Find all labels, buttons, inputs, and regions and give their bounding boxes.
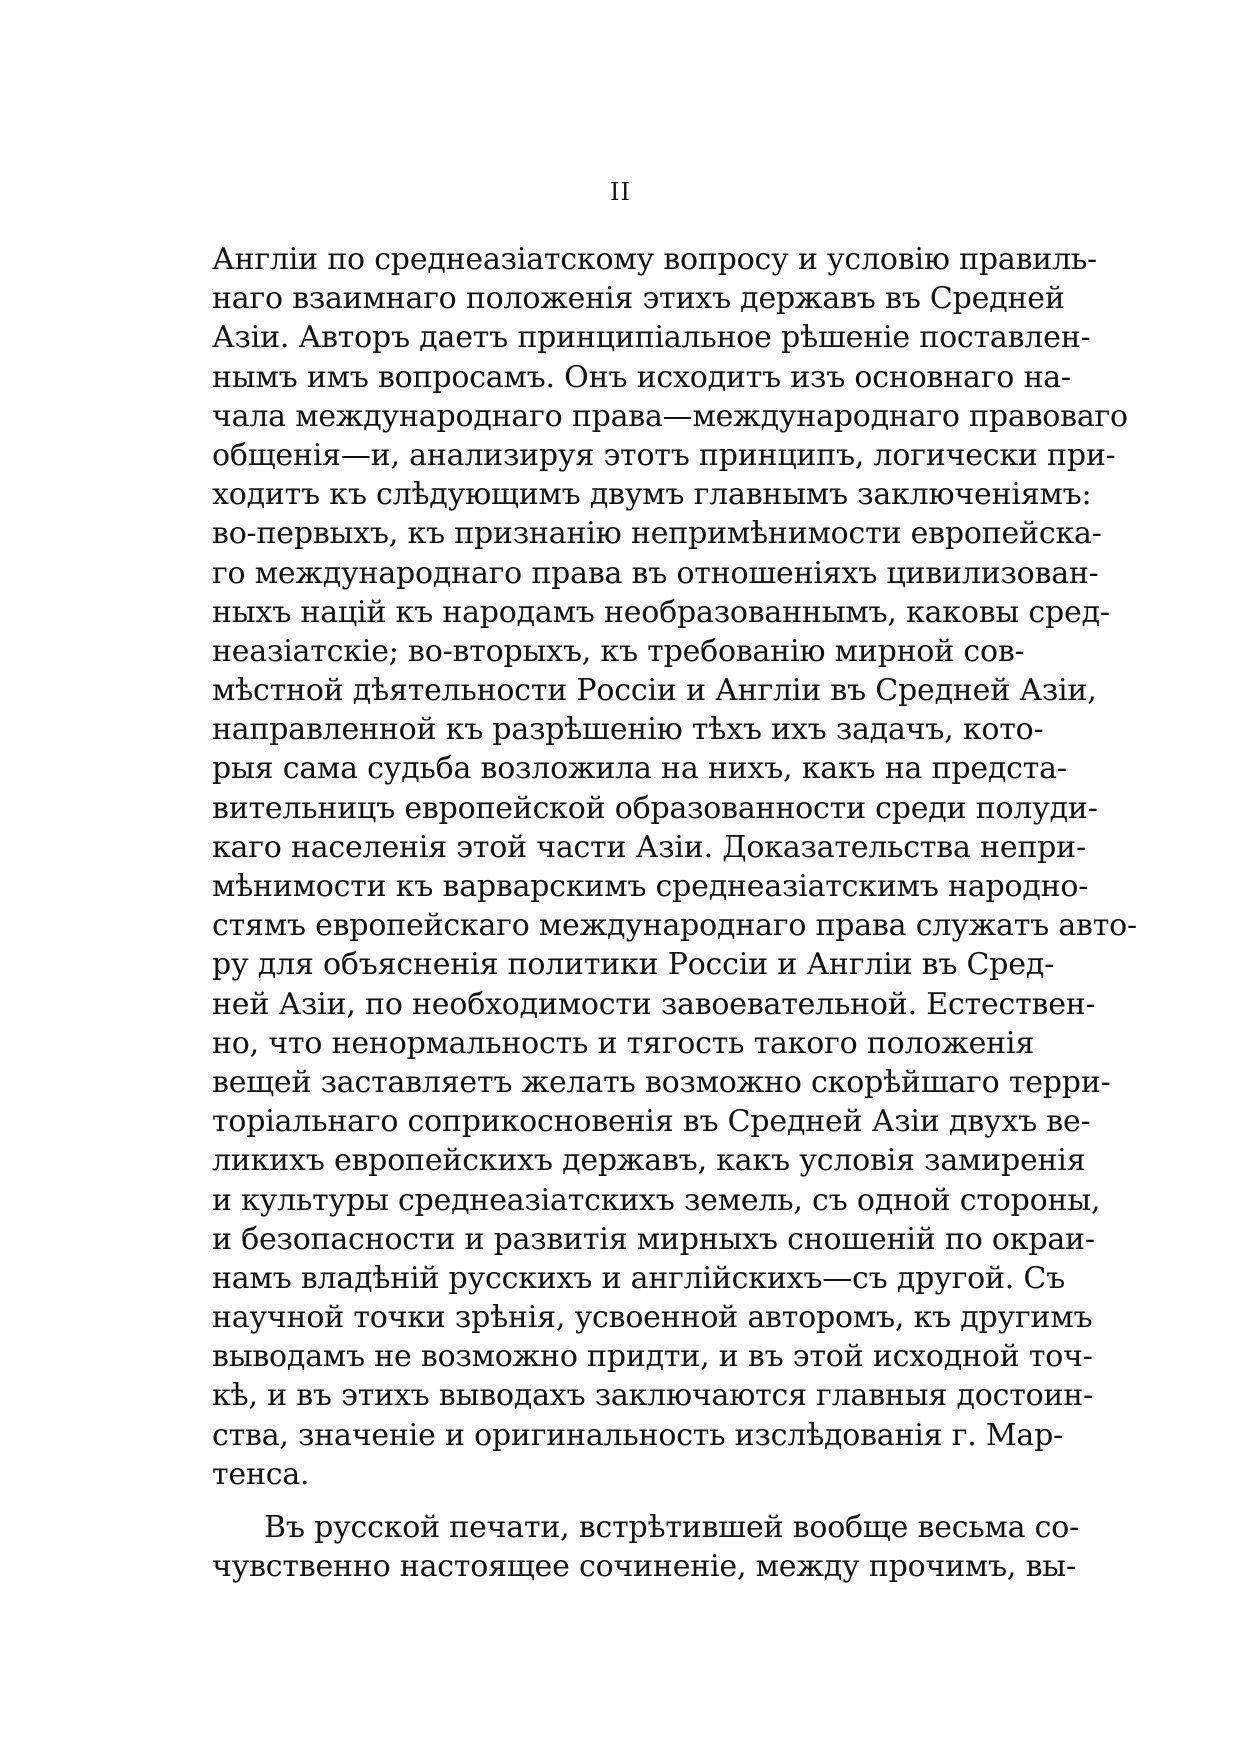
text-line: вительницъ европейской образованности среди полуди-: [212, 790, 1098, 826]
paragraph-2: [212, 1508, 1080, 1586]
text-line: чала международнаго права—международнаго правоваго: [212, 398, 1128, 434]
text-line: мѣстной дѣятельности Россіи и Англіи въ Средней Азіи,: [212, 673, 1097, 709]
text-line: Въ русской печати, встрѣтившей вообще весьма со-: [264, 1510, 1080, 1545]
body-text: [212, 240, 1137, 1586]
text-line: ру для объясненія политики Россіи и Англіи въ Сред-: [212, 947, 1055, 983]
text-line: Азіи. Авторъ даетъ принципіальное рѣшеніе поставлен-: [212, 320, 1091, 356]
text-line: ликихъ европейскихъ державъ, какъ условія замиренія: [212, 1143, 1086, 1179]
text-line: и безопасности и развитія мирныхъ сношеній по окраи-: [212, 1221, 1095, 1257]
text-line: каго населенія этой части Азіи. Доказательства непри-: [212, 829, 1086, 865]
paragraph-1: [212, 240, 1137, 1494]
text-line: во-первыхъ, къ признанію непримѣнимости европейска-: [212, 516, 1102, 552]
text-line: и культуры среднеазіатскихъ земель, съ одной стороны,: [212, 1182, 1101, 1218]
text-line: ныхъ націй къ народамъ необразованнымъ, каковы сред-: [212, 594, 1110, 630]
text-line: общенія—и, анализируя этотъ принципъ, логически при-: [212, 437, 1116, 473]
text-line: ства, значеніе и оригинальность изслѣдованія г. Мар-: [212, 1417, 1064, 1453]
text-line: неазіатскіе; во-вторыхъ, къ требованію мирной сов-: [212, 633, 1025, 669]
text-line: чувственно настоящее сочиненіе, между прочимъ, вы-: [212, 1549, 1076, 1585]
text-line: нымъ имъ вопросамъ. Онъ исходитъ изъ основнаго на-: [212, 359, 1071, 395]
text-line: намъ владѣній русскихъ и англійскихъ—съ другой. Съ: [212, 1260, 1066, 1296]
text-line: стямъ европейскаго международнаго права служатъ авто-: [212, 908, 1137, 944]
text-line: наго взаимнаго положенія этихъ державъ въ Средней: [212, 281, 1065, 317]
text-line: ходитъ къ слѣдующимъ двумъ главнымъ заключеніямъ:: [212, 477, 1092, 513]
text-line: Англіи по среднеазіатскому вопросу и условію правиль-: [212, 242, 1097, 277]
text-line: го международнаго права въ отношеніяхъ цивилизован-: [212, 555, 1099, 591]
text-line: но, что ненормальность и тягость такого положенія: [212, 1025, 1035, 1061]
paragraph-spacer: [212, 1494, 1012, 1508]
text-line: научной точки зрѣнія, усвоенной авторомъ, къ другимъ: [212, 1300, 1093, 1336]
text-line: торіальнаго соприкосновенія въ Средней Азіи двухъ ве-: [212, 1104, 1091, 1140]
text-line: мѣнимости къ варварскимъ среднеазіатскимъ народно-: [212, 869, 1089, 904]
text-line: направленной къ разрѣшенію тѣхъ ихъ задачъ, кото-: [212, 712, 1044, 748]
text-line: рыя сама судьба возложила на нихъ, какъ на предста-: [212, 751, 1067, 787]
page-number: II: [610, 178, 631, 206]
text-line: тенса.: [212, 1456, 310, 1492]
text-line: выводамъ не возможно придти, и въ этой исходной точ-: [212, 1339, 1093, 1375]
text-line: ней Азіи, по необходимости завоевательной. Естествен-: [212, 986, 1096, 1022]
text-line: вещей заставляетъ желать возможно скорѣйшаго терри-: [212, 1064, 1111, 1100]
text-line: кѣ, и въ этихъ выводахъ заключаются главныя достоин-: [212, 1378, 1093, 1414]
